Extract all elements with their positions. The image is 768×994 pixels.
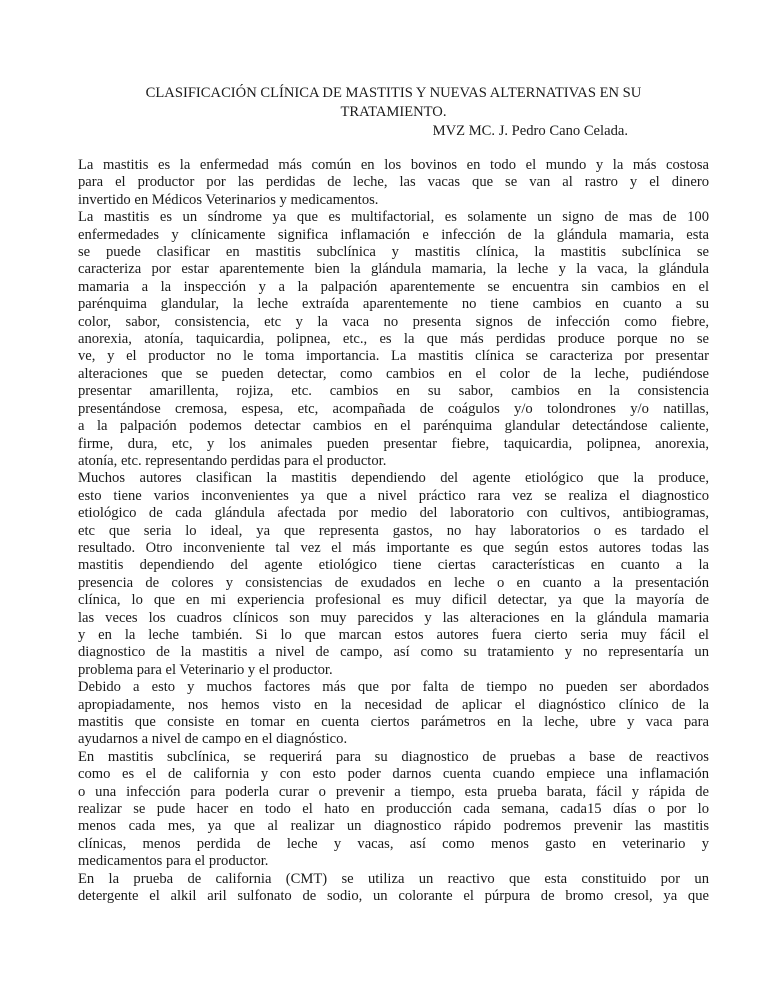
paragraph [78,157,709,209]
document-body [78,157,709,905]
text-line: mastitis dependiendo del agente etiológico tiene ciertas características en cuanto a la [78,557,709,574]
paragraph [78,209,709,470]
paragraph [78,679,709,749]
text-line: mastitis que consiste en tomar en cuenta ciertos parámetros en la leche, ubre y vaca para [78,714,709,730]
paragraph [78,470,709,679]
text-line: atonía, etc. representando perdidas para el productor. [78,452,387,469]
text-line: parénquima glandular, la leche extraída aparentemente no tiene cambios en cuanto a su [78,296,709,313]
text-line: menos cada mes, ya que al realizar un diagnostico rápido podremos prevenir las mastitis [78,818,709,835]
text-line: ayudarnos a nivel de campo en el diagnóstico. [78,731,348,748]
blank-line [78,141,709,157]
paragraph [78,749,709,871]
text-line: Debido a esto y muchos factores más que por falta de tiempo no pueden ser abordados [78,679,709,696]
author-line: MVZ MC. J. Pedro Cano Celada. [432,123,628,139]
text-line: presentándose cremosa, espesa, etc, acompañada de coágulos y/o tolondrones y/o natillas, [78,400,709,417]
text-line: La mastitis es un síndrome ya que es multifactorial, es solamente un signo de mas de 100 [78,209,709,226]
text-line: se puede clasificar en mastitis subclínica y mastitis clínica, la mastitis subclínica se [78,244,709,261]
text-line: problema para el Veterinario y el productor. [78,661,333,678]
text-line: clínica, lo que en mi experiencia profesional es muy dificil detectar, ya que la mayoría de [78,592,709,609]
text-line: las veces los cuadros clínicos son muy parecidos y las alteraciones en la glándula mamaria [78,609,709,626]
text-line: enfermedades y clínicamente significa inflamación e infección de la glándula mamaria, esta [78,226,709,243]
text-line: realizar se pude hacer en todo el hato en producción cada semana, cada15 días o por lo [78,801,709,818]
document-title [78,84,709,122]
text-line: caracteriza por estar aparentemente bien la glándula mamaria, la leche y la vaca, la glándula [78,261,709,278]
text-line: como es el de california y con esto poder darnos cuenta cuando empiece una inflamación [78,766,709,783]
text-line: presentar amarillenta, rojiza, etc. cambios en su sabor, cambios en la consistencia [78,383,709,400]
text-line: o una infección para poderla curar o prevenir a tiempo, esta prueba barata, fácil y rápida de [78,783,709,800]
text-line: apropiadamente, nos hemos visto en la necesidad de aplicar el diagnóstico clínico de la [78,696,709,713]
text-line: esto tiene varios inconvenientes ya que a nivel práctico rara vez se realiza el diagnostico [78,487,709,504]
text-line: diagnostico de la mastitis a nivel de campo, así como su tratamiento y no representaría un [78,644,709,661]
paragraph [78,871,709,906]
text-line: presencia de colores y consistencias de exudados en leche o en cuanto a la presentación [78,574,709,591]
title-line-2: TRATAMIENTO. [340,104,447,120]
text-line: mamaria a la inspección y a la palpación aparentemente se encuentra sin cambios en el [78,278,709,295]
text-line: Muchos autores clasifican la mastitis dependiendo del agente etiológico que la produce, [78,470,709,487]
text-line: a la palpación podemos detectar cambios en el parénquima glandular detectándose caliente, [78,418,709,435]
text-line: medicamentos para el productor. [78,853,269,870]
text-line: color, sabor, consistencia, etc y la vaca no presenta signos de infección como fiebre, [78,313,709,330]
text-line: resultado. Otro inconveniente tal vez el más importante es que según estos autores todas las [78,539,709,556]
text-line: invertido en Médicos Veterinarios y medicamentos. [78,191,379,208]
text-line: firme, dura, etc, y los animales pueden presentar fiebre, taquicardia, polipnea, anorexia, [78,435,709,452]
text-line: y en la leche también. Si lo que marcan estos autores fuera cierto seria muy fácil el [78,626,709,643]
text-line: etc que seria lo ideal, ya que representa gastos, no hay laboratorios o es tardado el [78,522,709,539]
text-line: ve, y el productor no le toma importancia. La mastitis clínica se caracteriza por presentar [78,348,709,365]
text-line: para el productor por las perdidas de leche, las vacas que se van al rastro y el dinero [78,174,709,191]
text-line: alteraciones que se pueden detectar, como cambios en el color de la leche, pudiéndose [78,365,709,382]
text-line: La mastitis es la enfermedad más común en los bovinos en todo el mundo y la más costosa [78,157,709,173]
text-line: En la prueba de california (CMT) se utiliza un reactivo que esta constituido por un [78,870,709,887]
title-line-1: CLASIFICACIÓN CLÍNICA DE MASTITIS Y NUEVAS ALTERNATIVAS EN SU [145,85,642,101]
text-line: etiológico de cada glándula afectada por medio del laboratorio con cultivos, antibiogramas, [78,505,709,522]
text-line: clínicas, menos perdida de leche y vacas, así como menos gasto en veterinario y [78,835,709,852]
text-line: En mastitis subclínica, se requerirá para su diagnostico de pruebas a base de reactivos [78,748,709,765]
text-line: detergente el alkil aril sulfonato de sodio, un colorante el púrpura de bromo cresol, ya que [78,888,709,905]
text-line: anorexia, atonía, taquicardia, polipnea, etc., es la que más perdidas produce porque no se [78,331,709,348]
